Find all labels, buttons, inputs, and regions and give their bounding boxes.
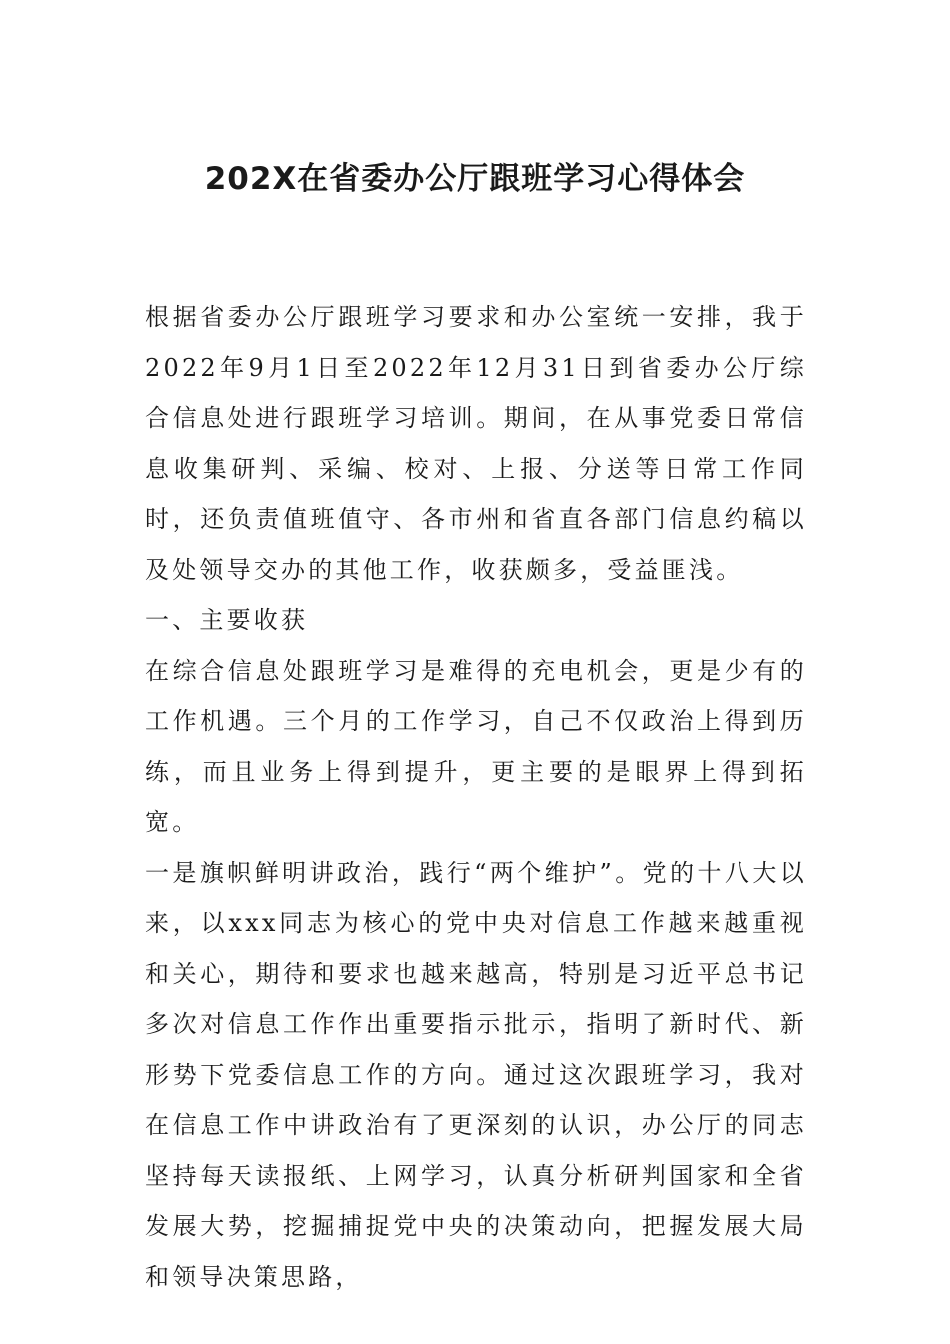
section-heading-main-gains: 一、主要收获 (145, 606, 309, 634)
paragraph-gains-overview: 在综合信息处跟班学习是难得的充电机会，更是少有的工作机遇。三个月的工作学习，自己不仅政治上得到历练，而且业务上得到提升，更主要的是眼界上得到拓宽。 (145, 656, 807, 836)
paragraph-politics: 一是旗帜鲜明讲政治，践行“两个维护”。党的十八大以来，以xxx同志为核心的党中央对信息工作越来越重视和关心，期待和要求也越来越高，特别是习近平总书记多次对信息工作作出重要指示批示，指明了新时代、新形势下党委信息工作的方向。通过这次跟班学习，我对在信息工作中讲政治有了更深刻的认识，办公厅的同志坚持每天读报纸、上网学习，认真分析研判国家和全省发展大势，挖掘捕捉党中央的决策动向，把握发展大局和领导决策思路， (145, 858, 807, 1291)
paragraph-intro: 根据省委办公厅跟班学习要求和办公室统一安排，我于2022年9月1日至2022年12月31日到省委办公厅综合信息处进行跟班学习培训。期间，在从事党委日常信息收集研判、采编、校对、上报、分送等日常工作同时，还负责值班值守、各市州和省直各部门信息约稿以及处领导交办的其他工作，收获颇多，受益匪浅。 (145, 303, 807, 584)
document-body (145, 292, 807, 1302)
document-title: 202X在省委办公厅跟班学习心得体会 (204, 161, 746, 197)
